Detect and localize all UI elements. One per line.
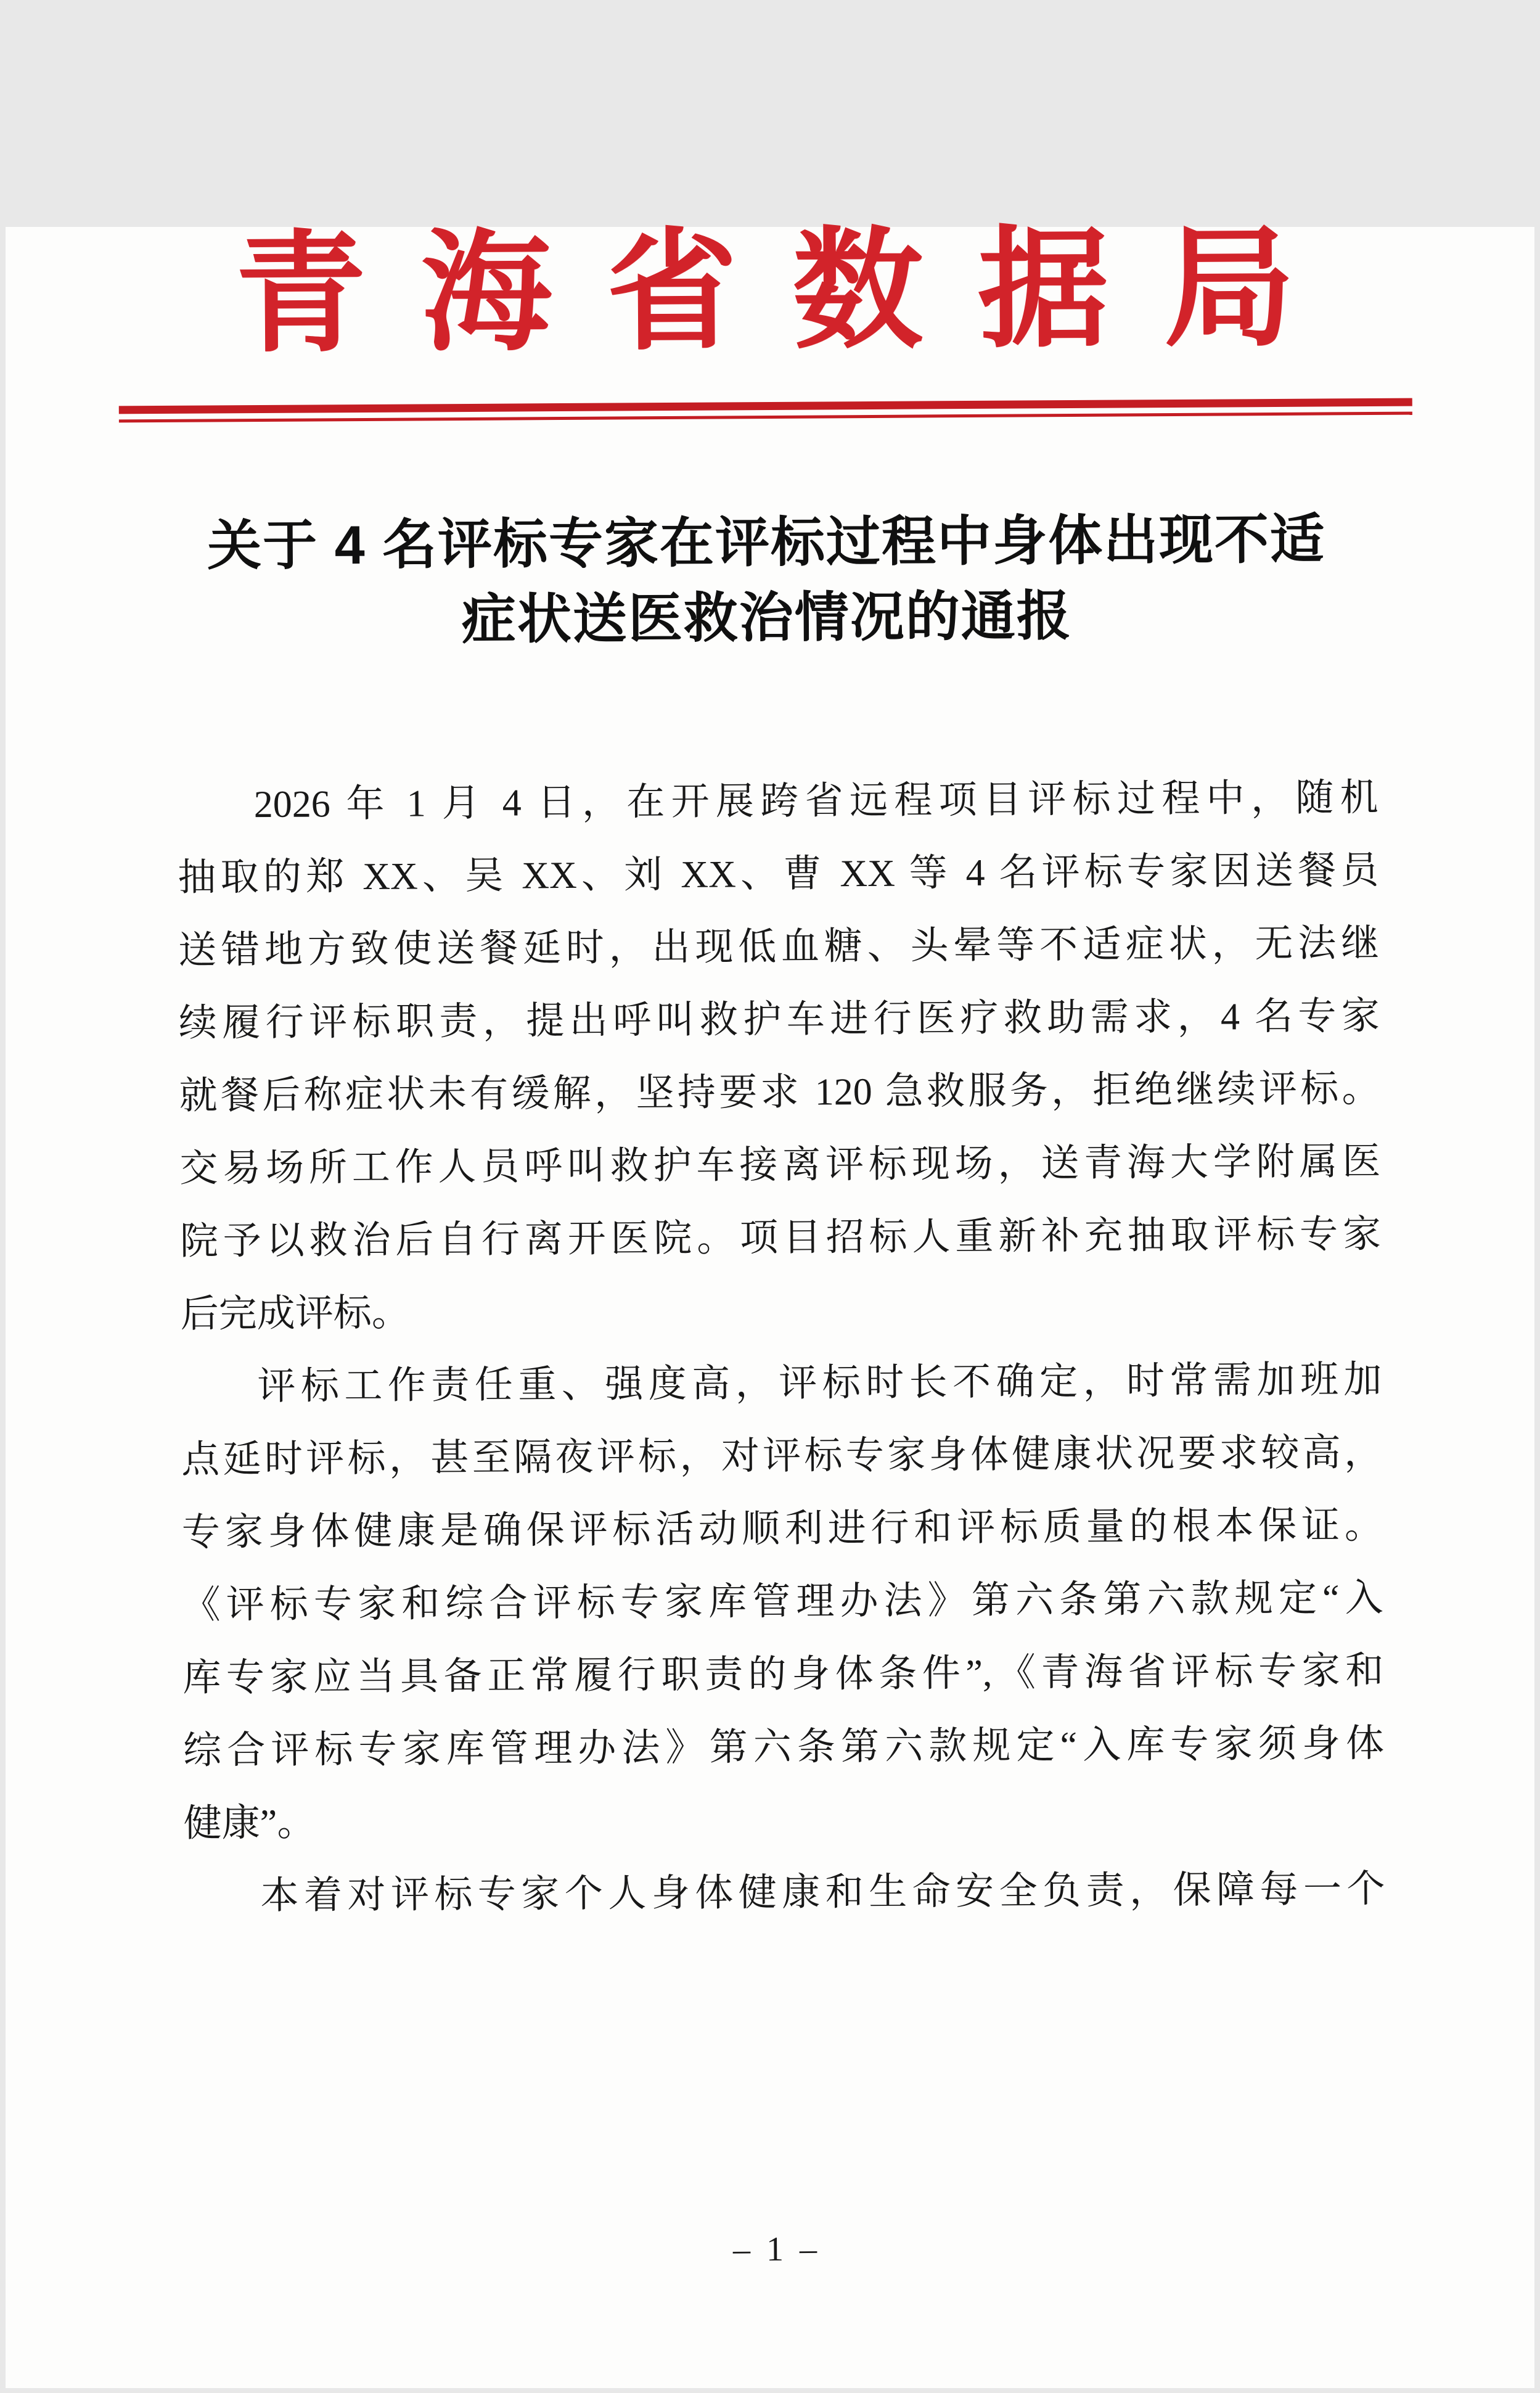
page-number: – 1 – xyxy=(732,2230,821,2269)
document-body xyxy=(177,761,1385,1933)
body-text-line: 综合评标专家库管理办法》第六条第六款规定“入库专家须身体 xyxy=(182,1722,1385,1772)
body-text-line: 交易场所工作人员呼叫救护车接离评标现场，送青海大学附属医 xyxy=(179,1140,1381,1190)
scanned-sheet xyxy=(0,216,1540,2392)
body-text-line: 续履行评标职责，提出呼叫救护车进行医疗救助需求，4 名专家 xyxy=(178,995,1380,1045)
agency-char: 局 xyxy=(1163,216,1295,363)
body-text-line: 后完成评标。 xyxy=(180,1292,410,1336)
agency-char: 数 xyxy=(792,218,924,364)
agency-char: 省 xyxy=(606,220,738,366)
letterhead-rule-thin xyxy=(119,412,1412,423)
agency-name xyxy=(234,216,1295,368)
document-title xyxy=(119,501,1414,660)
body-text-line: 本着对评标专家个人身体健康和生命安全负责，保障每一个 xyxy=(260,1868,1385,1918)
body-text-line: 送错地方致使送餐延时，出现低血糖、头晕等不适症状，无法继 xyxy=(178,922,1380,972)
document-title-line-2: 症状送医救治情况的通报 xyxy=(461,585,1073,651)
body-text-line: 2026 年 1 月 4 日，在开展跨省远程项目评标过程中，随机 xyxy=(253,776,1378,826)
body-text-line: 专家身体健康是确保评标活动顺利进行和评标质量的根本保证。 xyxy=(181,1504,1383,1554)
body-text-line: 院予以救治后自行离开医院。项目招标人重新补充抽取评标专家 xyxy=(179,1213,1382,1263)
body-text-line: 抽取的郑 XX、吴 XX、刘 XX、曹 XX 等 4 名评标专家因送餐员 xyxy=(178,849,1379,899)
agency-char: 据 xyxy=(977,217,1110,363)
agency-char: 青 xyxy=(234,221,367,368)
body-text-line: 健康”。 xyxy=(183,1802,316,1845)
body-text-line: 《评标专家和综合评标专家库管理办法》第六条第六款规定“入 xyxy=(182,1577,1383,1627)
body-text-line: 评标工作责任重、强度高，评标时长不确定，时常需加班加 xyxy=(257,1358,1382,1408)
letterhead-rule-thick xyxy=(119,398,1412,414)
agency-letterhead xyxy=(0,216,1530,423)
body-text-line: 点延时评标，甚至隔夜评标，对评标专家身体健康状况要求较高， xyxy=(181,1431,1383,1481)
document-title-line-1: 关于 4 名评标专家在评标过程中身体出现不适 xyxy=(207,508,1326,577)
agency-char: 海 xyxy=(420,221,552,367)
document-page xyxy=(6,216,1534,2388)
body-text-line: 就餐后称症状未有缓解，坚持要求 120 急救服务，拒绝继续评标。 xyxy=(179,1067,1380,1117)
body-text-line: 库专家应当具备正常履行职责的身体条件”,《青海省评标专家和 xyxy=(182,1649,1384,1699)
